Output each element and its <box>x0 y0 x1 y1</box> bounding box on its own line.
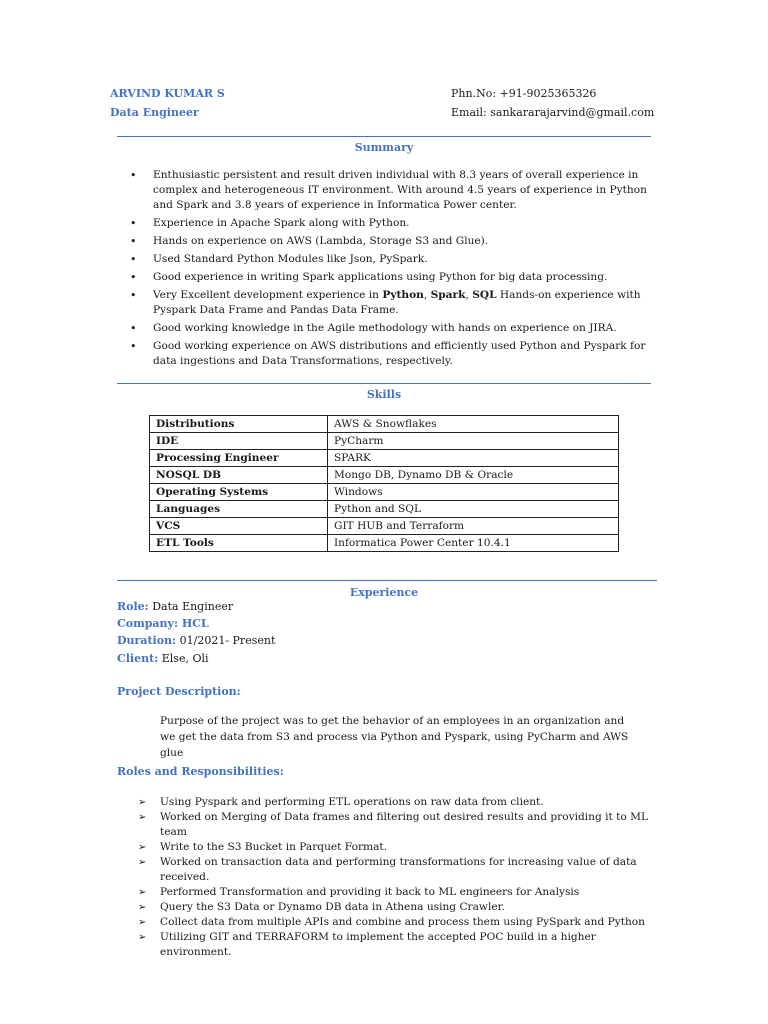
arrow-bullet-icon: ➢ <box>138 857 147 868</box>
client-field: Client: Else, Oli <box>117 652 209 665</box>
arrow-bullet-icon: ➢ <box>138 842 147 853</box>
company-field: Company: HCL <box>117 617 209 630</box>
table-row: Processing Engineer SPARK <box>150 450 619 467</box>
table-row: NOSQL DB Mongo DB, Dynamo DB & Oracle <box>150 467 619 484</box>
divider <box>117 136 651 137</box>
roles-heading: Roles and Responsibilities: <box>117 765 284 778</box>
summary-heading: Summary <box>354 141 414 154</box>
candidate-title: Data Engineer <box>110 106 199 119</box>
table-row: ETL Tools Informatica Power Center 10.4.1 <box>150 535 619 552</box>
skills-heading: Skills <box>366 388 402 401</box>
list-item: ➢ Using Pyspark and performing ETL operations on raw data from client. <box>138 796 544 808</box>
summary-item: • Hands on experience on AWS (Lambda, Storage S3 and Glue). <box>130 234 650 249</box>
email-address: Email: sankararajarvind@gmail.com <box>451 106 655 119</box>
role-field: Role: Data Engineer <box>117 600 234 613</box>
summary-item: • Very Excellent development experience in Python, Spark, SQL Hands-on experience with Pyspark Data Frame and Pandas Data Frame. <box>130 288 650 318</box>
arrow-bullet-icon: ➢ <box>138 917 147 928</box>
header-left <box>110 84 225 122</box>
summary-list <box>130 168 650 372</box>
list-item: ➢ Collect data from multiple APIs and combine and process them using PySpark and Python <box>138 916 645 928</box>
table-row: Operating Systems Windows <box>150 484 619 501</box>
table-row: IDE PyCharm <box>150 433 619 450</box>
list-item: ➢ Worked on Merging of Data frames and filtering out desired results and providing it to ML team <box>138 811 649 838</box>
list-item: ➢ Query the S3 Data or Dynamo DB data in Athena using Crawler. <box>138 901 505 913</box>
summary-item: • Good working knowledge in the Agile methodology with hands on experience on JIRA. <box>130 321 650 336</box>
project-description-heading: Project Description: <box>117 685 241 698</box>
list-item: ➢ Write to the S3 Bucket in Parquet Format. <box>138 841 388 853</box>
summary-item: • Good experience in writing Spark applications using Python for big data processing. <box>130 270 650 285</box>
list-item: ➢ Utilizing GIT and TERRAFORM to implement the accepted POC build in a higher environment. <box>138 931 596 958</box>
summary-item: • Good working experience on AWS distributions and efficiently used Python and Pyspark for data ingestions and Data Transformations, respectively. <box>130 339 650 369</box>
divider <box>117 383 651 384</box>
experience-heading: Experience <box>349 586 419 599</box>
duration-field: Duration: 01/2021- Present <box>117 634 276 647</box>
summary-item: • Used Standard Python Modules like Json, PySpark. <box>130 252 650 267</box>
arrow-bullet-icon: ➢ <box>138 887 147 898</box>
phone-number: Phn.No: +91-9025365326 <box>451 87 597 100</box>
summary-item: • Enthusiastic persistent and result driven individual with 8.3 years of overall experience in complex and heterogeneous IT environment. With around 4.5 years of experience in Python and Spark and 3.8 years of experience in Informatica Power center. <box>130 168 650 213</box>
list-item: ➢ Performed Transformation and providing it back to ML engineers for Analysis <box>138 886 580 898</box>
header-right <box>451 84 654 122</box>
list-item: ➢ Worked on transaction data and performing transformations for increasing value of data received. <box>138 856 637 883</box>
candidate-name: ARVIND KUMAR S <box>110 87 225 100</box>
table-row: Languages Python and SQL <box>150 501 619 518</box>
skills-table <box>149 415 619 552</box>
project-description: Purpose of the project was to get the behavior of an employees in an organization and we get the data from S3 and process via Python and Pyspark, using PyCharm and AWS glue <box>160 715 629 759</box>
divider <box>117 580 657 581</box>
table-row: VCS GIT HUB and Terraform <box>150 518 619 535</box>
responsibilities-list <box>138 795 658 960</box>
summary-item: • Experience in Apache Spark along with Python. <box>130 216 650 231</box>
arrow-bullet-icon: ➢ <box>138 812 147 823</box>
table-row: Distributions AWS & Snowflakes <box>150 416 619 433</box>
arrow-bullet-icon: ➢ <box>138 902 147 913</box>
arrow-bullet-icon: ➢ <box>138 797 147 808</box>
arrow-bullet-icon: ➢ <box>138 932 147 943</box>
